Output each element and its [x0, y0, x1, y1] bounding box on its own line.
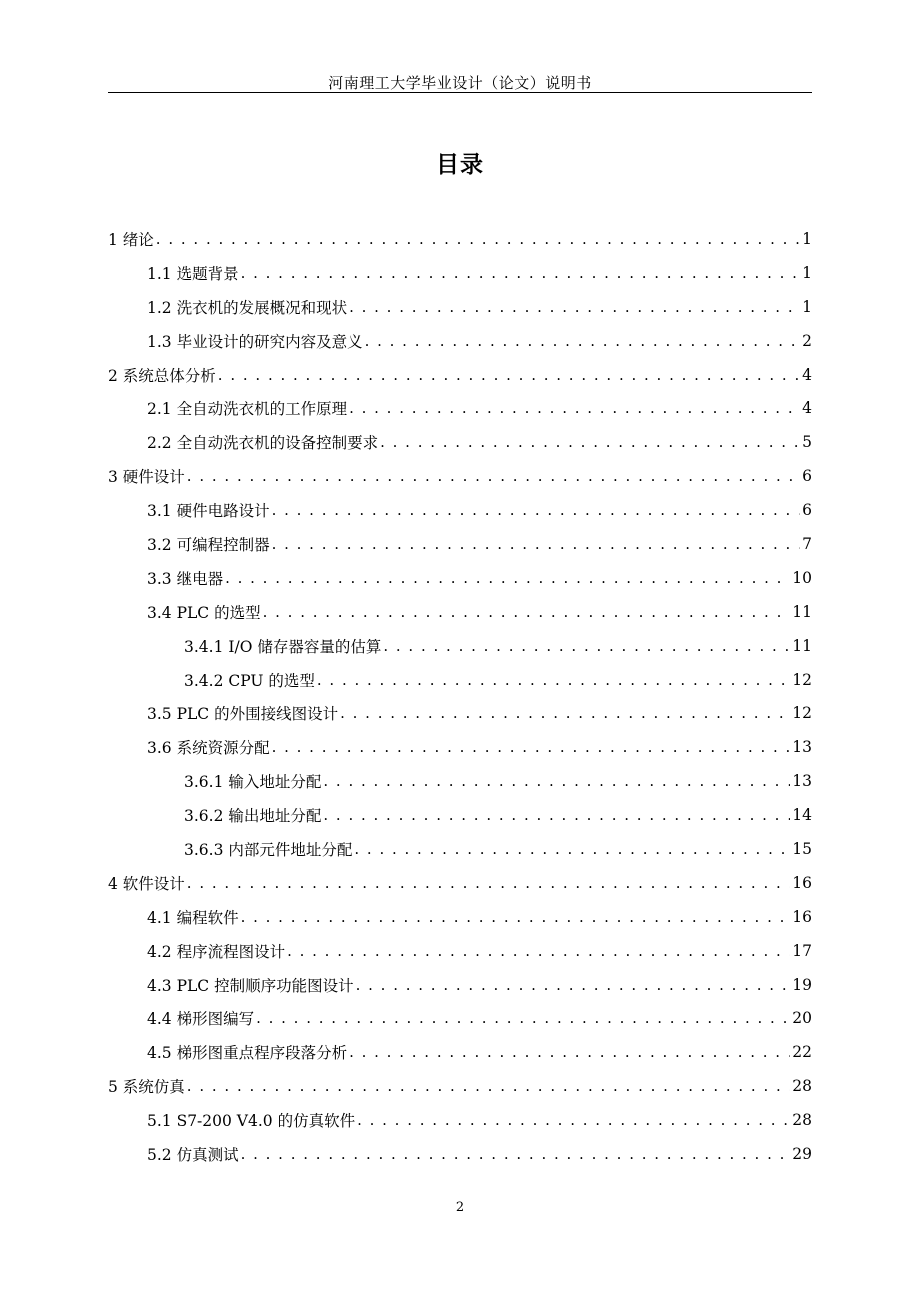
toc-entry[interactable] — [108, 1103, 812, 1137]
toc-entry[interactable] — [108, 290, 812, 324]
toc-dot-leader — [349, 290, 800, 324]
toc-entry-page: 12 — [792, 670, 812, 689]
toc-entry-page: 1 — [802, 263, 812, 282]
toc-entry[interactable] — [108, 358, 812, 392]
toc-entry-page: 16 — [792, 873, 812, 892]
toc-entry[interactable] — [108, 968, 812, 1002]
toc-entry[interactable] — [108, 222, 812, 256]
toc-dot-leader — [241, 256, 801, 290]
toc-dot-leader — [323, 764, 790, 798]
toc-entry-title: 4.3 PLC 控制顺序功能图设计 — [147, 974, 356, 996]
toc-title: 目录 — [436, 152, 484, 178]
toc-entry[interactable] — [108, 663, 812, 697]
toc-entry-title: 4.5 梯形图重点程序段落分析 — [147, 1041, 349, 1063]
toc-entry-page: 6 — [802, 501, 812, 520]
toc-entry[interactable] — [108, 527, 812, 561]
toc-entry-page: 7 — [802, 534, 812, 553]
toc-entry-title: 5.1 S7-200 V4.0 的仿真软件 — [147, 1109, 357, 1131]
toc-entry[interactable] — [108, 493, 812, 527]
toc-entry-title: 3.1 硬件电路设计 — [147, 499, 272, 521]
toc-entry-page: 19 — [792, 975, 812, 994]
toc-entry-title: 3.6.3 内部元件地址分配 — [184, 838, 354, 860]
toc-entry-page: 15 — [792, 839, 812, 858]
toc-entry-page: 29 — [792, 1144, 812, 1163]
page-number: 2 — [455, 1200, 465, 1215]
toc-entry-page: 1 — [802, 229, 812, 248]
toc-entry-title: 3.2 可编程控制器 — [147, 533, 272, 555]
toc-entry-page: 16 — [792, 907, 812, 926]
toc-entry-title: 3.5 PLC 的外围接线图设计 — [147, 702, 340, 724]
toc-dot-leader — [272, 730, 791, 764]
toc-entry-page: 28 — [792, 1077, 812, 1096]
toc-dot-leader — [383, 629, 790, 663]
toc-dot-leader — [349, 1035, 790, 1069]
toc-entry[interactable] — [108, 1137, 812, 1171]
toc-entry[interactable] — [108, 324, 812, 358]
toc-entry-title: 3.4.2 CPU 的选型 — [184, 669, 317, 691]
toc-entry[interactable] — [108, 832, 812, 866]
toc-entry[interactable] — [108, 1035, 812, 1069]
toc-entry-title: 1.3 毕业设计的研究内容及意义 — [147, 330, 365, 352]
toc-entry-title: 2.1 全自动洗衣机的工作原理 — [147, 397, 349, 419]
toc-entry-page: 10 — [792, 568, 812, 587]
toc-entry-page: 13 — [792, 772, 812, 791]
toc-dot-leader — [225, 561, 790, 595]
toc-entry[interactable] — [108, 1001, 812, 1035]
toc-entry-title: 1.2 洗衣机的发展概况和现状 — [147, 296, 349, 318]
table-of-contents — [108, 222, 812, 1171]
toc-dot-leader — [287, 934, 790, 968]
toc-entry[interactable] — [108, 459, 812, 493]
toc-entry-title: 3.4.1 I/O 储存器容量的估算 — [184, 635, 383, 657]
toc-dot-leader — [218, 358, 800, 392]
toc-entry-title: 3.6.1 输入地址分配 — [184, 770, 323, 792]
toc-entry[interactable] — [108, 391, 812, 425]
toc-entry-title: 3.6 系统资源分配 — [147, 736, 272, 758]
toc-entry-title: 4.2 程序流程图设计 — [147, 940, 287, 962]
toc-entry-title: 1 绪论 — [108, 228, 156, 250]
toc-entry-title: 2 系统总体分析 — [108, 364, 218, 386]
toc-dot-leader — [356, 968, 791, 1002]
toc-entry-page: 12 — [792, 704, 812, 723]
toc-entry[interactable] — [108, 798, 812, 832]
toc-dot-leader — [357, 1103, 790, 1137]
toc-entry[interactable] — [108, 629, 812, 663]
toc-entry-title: 1.1 选题背景 — [147, 262, 241, 284]
toc-dot-leader — [272, 527, 801, 561]
toc-entry-page: 28 — [792, 1111, 812, 1130]
toc-entry-title: 4.1 编程软件 — [147, 906, 241, 928]
toc-entry-title: 5.2 仿真测试 — [147, 1143, 241, 1165]
toc-dot-leader — [187, 459, 800, 493]
toc-entry-title: 3.3 继电器 — [147, 567, 225, 589]
toc-entry-page: 4 — [802, 365, 812, 384]
running-header: 河南理工大学毕业设计（论文）说明书 — [328, 74, 592, 92]
toc-dot-leader — [340, 696, 790, 730]
toc-entry-page: 6 — [802, 467, 812, 486]
toc-entry[interactable] — [108, 595, 812, 629]
toc-entry-title: 2.2 全自动洗衣机的设备控制要求 — [147, 431, 380, 453]
toc-entry-page: 4 — [802, 399, 812, 418]
toc-dot-leader — [156, 222, 800, 256]
toc-entry-page: 5 — [802, 433, 812, 452]
toc-dot-leader — [187, 1069, 790, 1103]
toc-entry-page: 2 — [802, 331, 812, 350]
toc-entry-title: 4 软件设计 — [108, 872, 187, 894]
toc-dot-leader — [323, 798, 790, 832]
toc-entry-page: 14 — [792, 806, 812, 825]
toc-entry-title: 4.4 梯形图编写 — [147, 1007, 256, 1029]
toc-dot-leader — [187, 866, 790, 900]
toc-entry[interactable] — [108, 764, 812, 798]
toc-entry-page: 1 — [802, 297, 812, 316]
toc-dot-leader — [272, 493, 801, 527]
toc-dot-leader — [349, 391, 800, 425]
header-rule — [108, 92, 812, 93]
toc-entry-title: 3.6.2 输出地址分配 — [184, 804, 323, 826]
toc-entry[interactable] — [108, 934, 812, 968]
toc-entry-page: 11 — [792, 636, 812, 655]
toc-entry[interactable] — [108, 425, 812, 459]
toc-entry[interactable] — [108, 696, 812, 730]
toc-dot-leader — [365, 324, 801, 358]
toc-entry[interactable] — [108, 561, 812, 595]
toc-dot-leader — [241, 900, 791, 934]
toc-entry-page: 22 — [792, 1043, 812, 1062]
toc-entry[interactable] — [108, 256, 812, 290]
toc-entry-title: 3.4 PLC 的选型 — [147, 601, 263, 623]
toc-entry-page: 13 — [792, 738, 812, 757]
toc-entry[interactable] — [108, 866, 812, 900]
toc-entry-title: 3 硬件设计 — [108, 465, 187, 487]
toc-dot-leader — [263, 595, 791, 629]
toc-entry-page: 17 — [792, 941, 812, 960]
toc-entry-page: 20 — [792, 1009, 812, 1028]
toc-entry[interactable] — [108, 900, 812, 934]
toc-dot-leader — [241, 1137, 791, 1171]
toc-entry-page: 11 — [792, 602, 812, 621]
toc-dot-leader — [256, 1001, 790, 1035]
toc-dot-leader — [380, 425, 800, 459]
toc-entry[interactable] — [108, 730, 812, 764]
toc-entry[interactable] — [108, 1069, 812, 1103]
toc-dot-leader — [354, 832, 790, 866]
toc-dot-leader — [317, 663, 790, 697]
toc-entry-title: 5 系统仿真 — [108, 1075, 187, 1097]
